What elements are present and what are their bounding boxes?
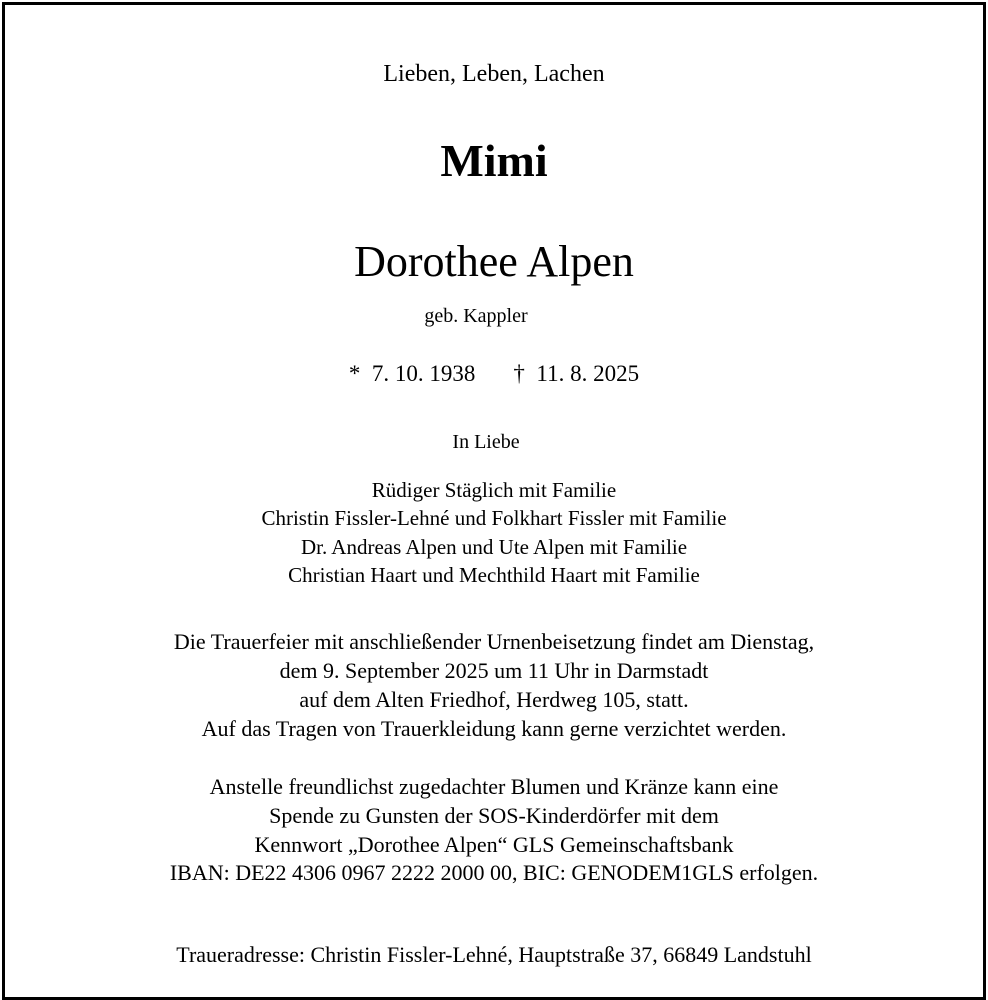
life-dates bbox=[0, 362, 988, 385]
donation-line: IBAN: DE22 4306 0967 2222 2000 00, BIC: GENODEM1GLS erfolgen. bbox=[169, 860, 819, 885]
death-cross-icon: † bbox=[513, 361, 525, 386]
mourning-address: Traueradresse: Christin Fissler-Lehné, Hauptstraße 37, 66849 Landstuhl bbox=[176, 942, 812, 967]
donation-line: Kennwort „Dorothee Alpen“ GLS Gemeinschaftsbank bbox=[254, 832, 734, 857]
donation-line: Anstelle freundlichst zugedachter Blumen und Kränze kann eine bbox=[209, 774, 779, 799]
mourner-line: Rüdiger Stäglich mit Familie bbox=[371, 478, 617, 502]
ceremony-line: Auf das Tragen von Trauerkleidung kann gerne verzichtet werden. bbox=[201, 716, 787, 741]
maiden-name: geb. Kappler bbox=[424, 305, 528, 327]
mourner-line: Christian Haart und Mechthild Haart mit Familie bbox=[288, 563, 700, 587]
nickname: Mimi bbox=[440, 135, 548, 186]
death-date: 11. 8. 2025 bbox=[536, 361, 640, 386]
mourner-line: Christin Fissler-Lehné und Folkhart Fissler mit Familie bbox=[261, 506, 727, 530]
deceased-name: Dorothee Alpen bbox=[354, 237, 634, 286]
motto: Lieben, Leben, Lachen bbox=[383, 61, 605, 87]
ceremony-line: auf dem Alten Friedhof, Herdweg 105, statt. bbox=[299, 687, 689, 712]
mourner-line: Dr. Andreas Alpen und Ute Alpen mit Familie bbox=[300, 535, 688, 559]
birth-date: 7. 10. 1938 bbox=[371, 361, 476, 386]
donation-line: Spende zu Gunsten der SOS-Kinderdörfer mit dem bbox=[269, 803, 719, 828]
birth-symbol: * bbox=[348, 361, 361, 386]
ceremony-line: Die Trauerfeier mit anschließender Urnenbeisetzung findet am Dienstag, bbox=[173, 629, 815, 654]
ceremony-line: dem 9. September 2025 um 11 Uhr in Darmstadt bbox=[279, 658, 709, 683]
intro-text: In Liebe bbox=[452, 431, 520, 453]
